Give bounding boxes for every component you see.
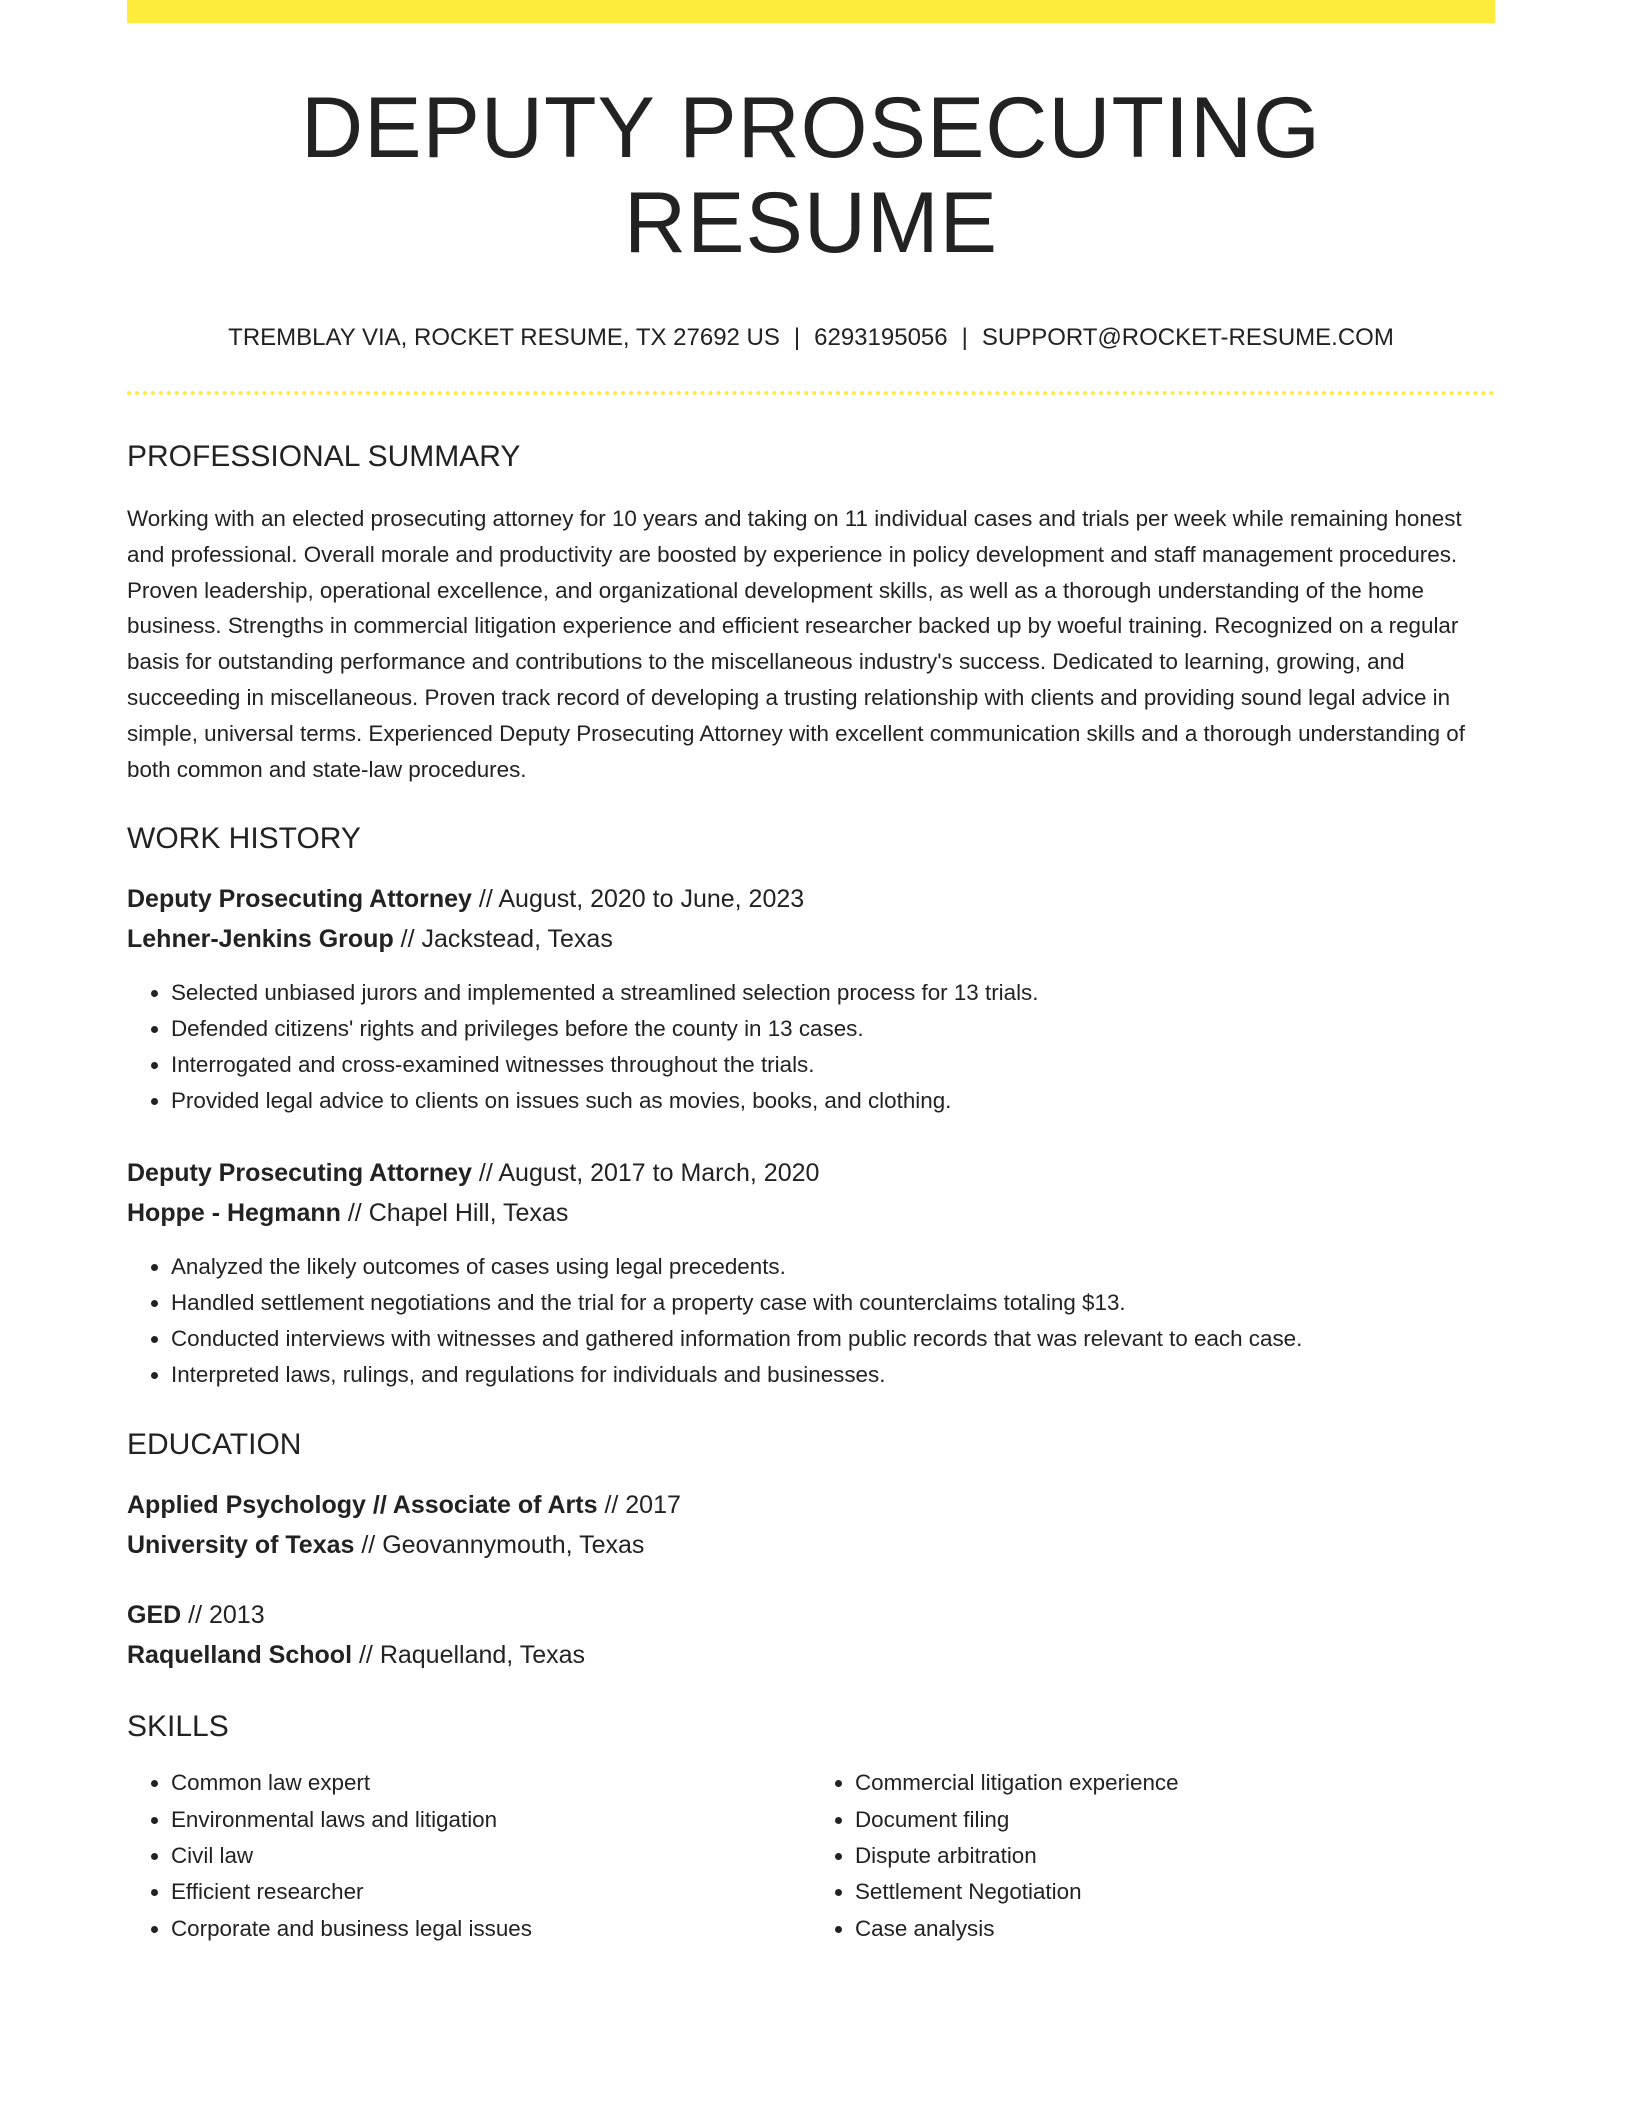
resume-title: DEPUTY PROSECUTING RESUME [301, 80, 1321, 271]
list-item: • Interpreted laws, rulings, and regulations for individuals and businesses. [171, 1357, 1495, 1393]
dotted-divider [127, 391, 1495, 399]
education-entry [127, 1485, 1495, 1565]
contact-phone: 6293195056 [814, 324, 948, 352]
list-item: • Provided legal advice to clients on issues such as movies, books, and clothing. [171, 1083, 1495, 1119]
degree: Applied Psychology // Associate of Arts [127, 1491, 598, 1520]
skill-item: • Settlement Negotiation [855, 1874, 1495, 1910]
job-bullets [127, 975, 1495, 1119]
graduation-year: // 2017 [604, 1491, 681, 1520]
skill-item: • Corporate and business legal issues [171, 1911, 811, 1947]
resume-page [127, 0, 1495, 1947]
school-line [127, 1635, 1495, 1675]
list-item: • Selected unbiased jurors and implemented a streamlined selection process for 13 trials. [171, 975, 1495, 1011]
job-entry [127, 1153, 1495, 1393]
skills-heading: SKILLS [127, 1710, 229, 1744]
skill-item: • Dispute arbitration [855, 1838, 1495, 1874]
skill-item: • Environmental laws and litigation [171, 1802, 811, 1838]
job-company: Lehner-Jenkins Group [127, 925, 394, 954]
job-bullets [127, 1249, 1495, 1393]
skill-item: • Case analysis [855, 1911, 1495, 1947]
education-entry [127, 1595, 1495, 1675]
job-title: Deputy Prosecuting Attorney [127, 885, 472, 914]
contact-separator: | [793, 324, 801, 352]
skill-item: • Efficient researcher [171, 1874, 811, 1910]
skill-item: • Civil law [171, 1838, 811, 1874]
job-entry [127, 879, 1495, 1119]
job-dates: // August, 2020 to June, 2023 [478, 885, 805, 914]
job-title-line [127, 1153, 1495, 1193]
skills-columns [127, 1765, 1495, 1946]
school-line [127, 1525, 1495, 1565]
school-name: University of Texas [127, 1531, 355, 1560]
job-dates: // August, 2017 to March, 2020 [478, 1159, 820, 1188]
degree: GED [127, 1601, 182, 1630]
skills-list-right [811, 1765, 1495, 1946]
summary-text: Working with an elected prosecuting attorney for 10 years and taking on 11 individual cases and trials per week while remaining honest and professional. Overall morale and productivity are boosted by experience in policy development and staff management procedures. Proven leadership, operational excellence, and organizational development skills, as well as a thorough understanding of the home business. Strengths in commercial litigation experience and efficient researcher backed up by woeful training. Recognized on a regular basis for outstanding performance and contributions to the miscellaneous industry's success. Dedicated to learning, growing, and succeeding in miscellaneous. Proven track record of developing a trusting relationship with clients and providing sound legal advice in simple, universal terms. Experienced Deputy Prosecuting Attorney with excellent communication skills and a thorough understanding of both common and state-law procedures. [127, 505, 1465, 782]
skill-item: • Common law expert [171, 1765, 811, 1801]
job-title: Deputy Prosecuting Attorney [127, 1159, 472, 1188]
school-name: Raquelland School [127, 1641, 353, 1670]
contact-separator: | [961, 324, 968, 352]
graduation-year: // 2013 [188, 1601, 265, 1630]
list-item: • Interrogated and cross-examined witnesses throughout the trials. [171, 1047, 1495, 1083]
list-item: • Defended citizens' rights and privileges before the county in 13 cases. [171, 1011, 1495, 1047]
education-heading: EDUCATION [127, 1428, 302, 1462]
skills-list-left [127, 1765, 811, 1946]
skill-item: • Commercial litigation experience [855, 1765, 1495, 1801]
school-location: // Raquelland, Texas [358, 1641, 586, 1670]
list-item: • Analyzed the likely outcomes of cases using legal precedents. [171, 1249, 1495, 1285]
summary-heading: PROFESSIONAL SUMMARY [127, 439, 521, 473]
list-item: • Handled settlement negotiations and the trial for a property case with counterclaims totaling $13. [171, 1285, 1495, 1321]
accent-top-bar [127, 0, 1495, 23]
contact-address: TREMBLAY VIA, ROCKET RESUME, TX 27692 US [228, 324, 780, 352]
contact-email: SUPPORT@ROCKET-RESUME.COM [981, 324, 1394, 352]
job-location: // Jackstead, Texas [400, 925, 613, 954]
school-location: // Geovannymouth, Texas [361, 1531, 645, 1560]
job-title-line [127, 879, 1495, 919]
list-item: • Conducted interviews with witnesses and gathered information from public records that was relevant to each case. [171, 1321, 1495, 1357]
job-company-line [127, 919, 1495, 959]
job-company-line [127, 1193, 1495, 1233]
degree-line [127, 1595, 1495, 1635]
skill-item: • Document filing [855, 1802, 1495, 1838]
job-company: Hoppe - Hegmann [127, 1199, 341, 1228]
job-location: // Chapel Hill, Texas [347, 1199, 569, 1228]
work-history-heading: WORK HISTORY [127, 822, 361, 856]
contact-line [127, 324, 1495, 353]
degree-line [127, 1485, 1495, 1525]
